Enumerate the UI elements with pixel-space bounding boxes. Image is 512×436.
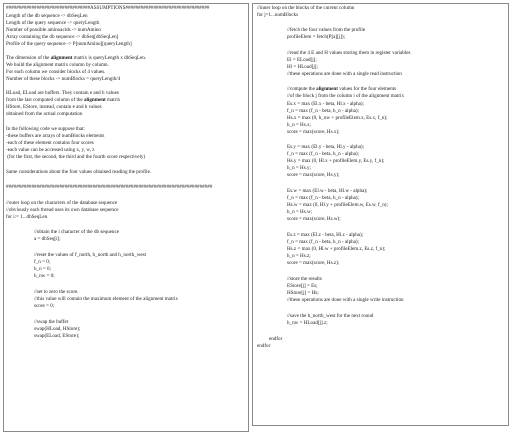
code-comment: //these operations are done with a single write instruction (287, 297, 404, 303)
code-line: Hs.y = max (0, Hl.x + profileElem.y, Es.y, f_n); (287, 158, 385, 164)
text-line: obtained from the actual computation (6, 111, 83, 117)
code-line: EStore[j] = Es; (287, 283, 318, 289)
code-line: endfor (269, 336, 283, 342)
code-line: Es.w = max (El.w - beta, Hl.w - alpha); (287, 188, 368, 194)
code-line: score = max(score, Hs.z); (287, 260, 340, 266)
code-line: h_n = 0; (34, 266, 52, 272)
code-line: score = max(score, Hs.w); (287, 216, 341, 222)
text-line: -these buffers are arrays of numBlocks elements (6, 133, 105, 139)
code-comment: //set to zero the score. (34, 289, 79, 295)
text-line: Length of the db sequence -> dbSeqLen (6, 13, 88, 19)
code-line: h_nw = HLoad[j].z; (287, 320, 328, 326)
code-line: Hl = HLoad[j]; (287, 64, 318, 70)
code-line: score = 0; (34, 303, 55, 309)
code-comment: //this value will contain the maximum element of the alignment matrix (34, 296, 179, 302)
code-line: h_n = Hs.z; (287, 253, 311, 259)
text-line: In the following code we suppose that: (6, 126, 85, 132)
code-line: h_n = Hs.w; (287, 209, 313, 215)
code-line: f_n = 0; (34, 259, 51, 265)
code-line: HStore[j] = Hs; (287, 290, 319, 296)
right-code-panel (252, 3, 509, 426)
code-line: Es.x = max (El.x - beta, Hl.x - alpha); (287, 101, 364, 107)
code-line: h_nw = 0; (34, 273, 55, 279)
code-comment: //of the block j from the column i of the alignment matrix (287, 93, 404, 99)
text-line: For each column we consider blocks of 4 values. (6, 69, 106, 75)
code-line: a = dbSeq[i]; (34, 236, 61, 242)
code-comment: //obviously each thread uses its own database sequence (6, 207, 119, 213)
code-comment: //fetch the four values from the profile (287, 27, 366, 33)
text-line: -each value can be accessed using x, y, w, z (6, 147, 95, 153)
code-line: profileElem = fetch(P[a][j]); (287, 34, 346, 40)
assumptions-header: #################################ASSUMPTIONS################################# (6, 5, 210, 11)
code-comment: //outer loop on the characters of the database sequence (6, 200, 118, 206)
code-line: Es.y = max (El.y - beta, Hl.y - alpha); (287, 144, 364, 150)
text-line: Length of the query sequence -> queryLength (6, 20, 100, 26)
text-line: We build the alignment matrix column by column. (6, 62, 109, 68)
hash-separator: ################################################################################# (6, 184, 213, 190)
code-line: Hs.w = max (0, Hl.y + profileElem.w, Es.w, f_n); (287, 202, 388, 208)
code-line: f_n = max (f_n - beta, h_n - alpha); (287, 151, 360, 157)
code-line: f_n = max (f_n - beta, h_n - alpha); (287, 239, 360, 245)
text-line: -each of these element contains four scores (6, 140, 94, 146)
text-line: The dimension of the alignment matrix is queryLength x dbSeqLen. (6, 55, 147, 61)
text-line: HStore, EStore, instead, contain e and h values (6, 104, 102, 110)
code-line: h_n = Hs.y; (287, 165, 311, 171)
code-comment: //these operations are done with a single read instruction (287, 71, 402, 77)
text-line: Number of possible aminoacids -> numAmino (6, 27, 101, 33)
code-comment: //read the 4 E and H values storing them in register variables (287, 50, 411, 56)
code-line: for i:= 1...dbSeqLen (6, 214, 48, 220)
text-line: from the last computed column of the alignment matrix (6, 97, 121, 103)
text-line: HLoad, ELoad are buffers. They contain e and h values (6, 90, 119, 96)
code-comment: //store the results (287, 276, 322, 282)
text-line: Same considerations about the four values obtained reading the profile. (6, 169, 152, 175)
text-line: Number of these blocks -> numBlocks = queryLength/4 (6, 76, 121, 82)
code-line: Hs.x = max (0, h_nw + profileElem.x, Es.x, f_n); (287, 115, 388, 121)
text-line: (for the first, the second, the third and the fourth score respectively) (6, 154, 146, 160)
code-line: f_n = max (f_n - beta, h_n - alpha); (287, 108, 360, 114)
code-line: score = max(score, Hs.x); (287, 129, 340, 135)
left-code-panel (3, 3, 249, 432)
code-line: Es.z = max (El.z - beta, Hl.z - alpha); (287, 232, 364, 238)
code-line: for j=1...numBlocks (257, 12, 299, 18)
code-comment: //inner loop on the blocks of the current column (257, 5, 355, 11)
code-comment: //compute the alignment values for the four elements (287, 86, 397, 92)
code-line: score = max(score, Hs.y); (287, 172, 340, 178)
code-line: f_n = max (f_n - beta, h_n - alpha); (287, 195, 360, 201)
code-line: swap(ELoad, EStore); (34, 333, 80, 339)
code-line: h_n = Hs.x; (287, 122, 311, 128)
code-line: Hs.z = max (0, Hl.w + profileElem.z, Es.z, f_n); (287, 246, 386, 252)
code-comment: //swap the buffer (34, 319, 69, 325)
code-line: endfor (257, 343, 271, 349)
code-comment: //save the h_north_west for the next round (287, 313, 374, 319)
code-comment: //reset the values of f_north, h_north and h_north_west (34, 252, 147, 258)
code-line: El = ELoad[j]; (287, 57, 317, 63)
text-line: Profile of the query sequence -> P[numAmino][queryLength] (6, 41, 132, 47)
code-line: swap(HLoad, HStore); (34, 326, 81, 332)
text-line: Array containing the db sequence -> dbSeq[dbSeqLen] (6, 34, 119, 40)
code-comment: //obtain the i character of the db sequence (34, 229, 119, 235)
